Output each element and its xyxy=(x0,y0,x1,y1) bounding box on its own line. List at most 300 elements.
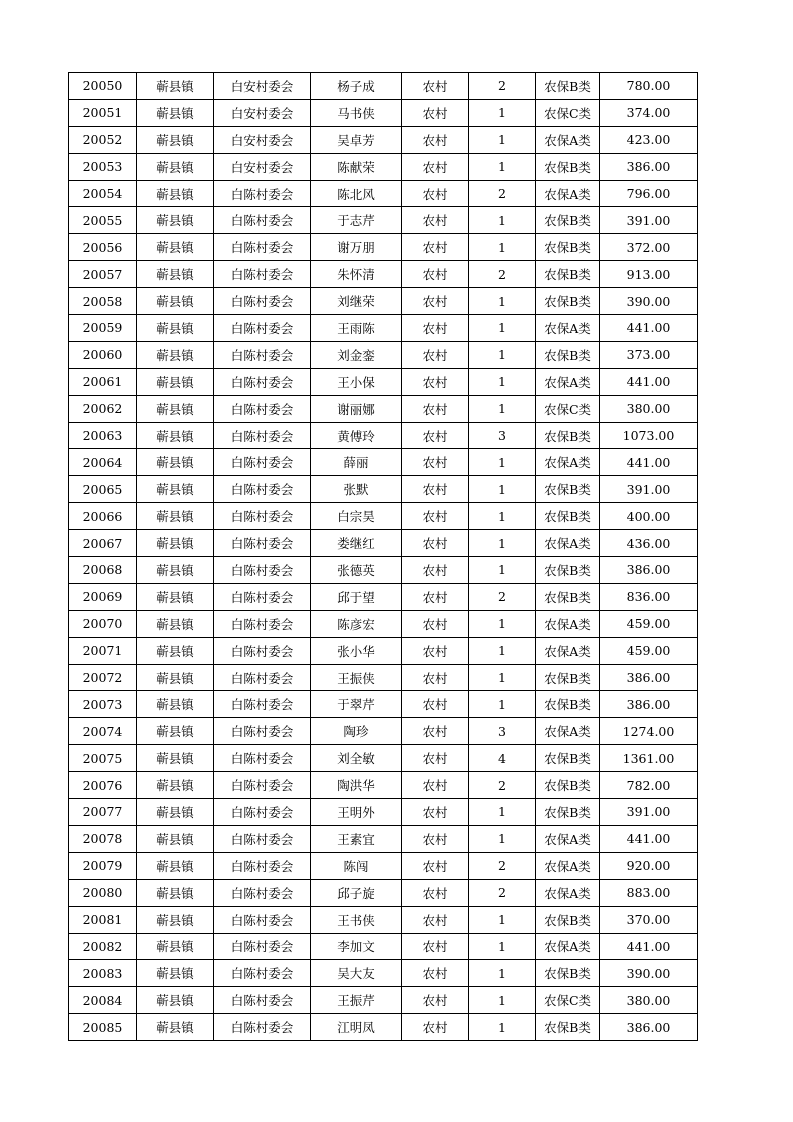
table-row xyxy=(69,395,698,422)
cell-insurance-category: 农保B类 xyxy=(536,799,600,826)
cell-row-id: 20073 xyxy=(69,691,137,718)
cell-member-count: 4 xyxy=(469,745,536,772)
cell-village-committee: 白陈村委会 xyxy=(214,637,311,664)
cell-person-name: 邱子旋 xyxy=(311,879,402,906)
cell-member-count: 1 xyxy=(469,288,536,315)
cell-town: 蕲县镇 xyxy=(137,288,214,315)
cell-amount: 782.00 xyxy=(600,772,698,799)
cell-household-type: 农村 xyxy=(402,610,469,637)
cell-town: 蕲县镇 xyxy=(137,234,214,261)
cell-town: 蕲县镇 xyxy=(137,368,214,395)
table-row xyxy=(69,261,698,288)
cell-amount: 920.00 xyxy=(600,852,698,879)
cell-household-type: 农村 xyxy=(402,557,469,584)
cell-row-id: 20058 xyxy=(69,288,137,315)
cell-village-committee: 白陈村委会 xyxy=(214,691,311,718)
cell-town: 蕲县镇 xyxy=(137,691,214,718)
cell-insurance-category: 农保B类 xyxy=(536,422,600,449)
cell-village-committee: 白陈村委会 xyxy=(214,852,311,879)
cell-amount: 1073.00 xyxy=(600,422,698,449)
cell-town: 蕲县镇 xyxy=(137,664,214,691)
cell-household-type: 农村 xyxy=(402,1014,469,1041)
cell-village-committee: 白陈村委会 xyxy=(214,718,311,745)
cell-village-committee: 白陈村委会 xyxy=(214,879,311,906)
cell-person-name: 朱怀清 xyxy=(311,261,402,288)
cell-village-committee: 白安村委会 xyxy=(214,126,311,153)
cell-town: 蕲县镇 xyxy=(137,852,214,879)
cell-insurance-category: 农保B类 xyxy=(536,207,600,234)
cell-person-name: 张默 xyxy=(311,476,402,503)
cell-member-count: 2 xyxy=(469,261,536,288)
cell-amount: 391.00 xyxy=(600,207,698,234)
cell-village-committee: 白陈村委会 xyxy=(214,664,311,691)
cell-household-type: 农村 xyxy=(402,799,469,826)
cell-person-name: 陶洪华 xyxy=(311,772,402,799)
cell-member-count: 1 xyxy=(469,960,536,987)
cell-village-committee: 白陈村委会 xyxy=(214,449,311,476)
cell-household-type: 农村 xyxy=(402,449,469,476)
cell-row-id: 20053 xyxy=(69,153,137,180)
cell-village-committee: 白安村委会 xyxy=(214,99,311,126)
cell-insurance-category: 农保A类 xyxy=(536,126,600,153)
cell-town: 蕲县镇 xyxy=(137,341,214,368)
cell-person-name: 白宗昊 xyxy=(311,503,402,530)
cell-amount: 386.00 xyxy=(600,153,698,180)
cell-member-count: 1 xyxy=(469,99,536,126)
cell-person-name: 王振侠 xyxy=(311,664,402,691)
cell-person-name: 吴大友 xyxy=(311,960,402,987)
cell-member-count: 1 xyxy=(469,664,536,691)
cell-member-count: 1 xyxy=(469,610,536,637)
cell-amount: 380.00 xyxy=(600,395,698,422)
cell-insurance-category: 农保A类 xyxy=(536,718,600,745)
cell-person-name: 邱于望 xyxy=(311,583,402,610)
cell-town: 蕲县镇 xyxy=(137,557,214,584)
cell-member-count: 1 xyxy=(469,799,536,826)
cell-person-name: 娄继红 xyxy=(311,530,402,557)
cell-insurance-category: 农保B类 xyxy=(536,261,600,288)
cell-person-name: 王雨陈 xyxy=(311,315,402,342)
cell-village-committee: 白陈村委会 xyxy=(214,288,311,315)
cell-town: 蕲县镇 xyxy=(137,799,214,826)
cell-person-name: 张德英 xyxy=(311,557,402,584)
table-row xyxy=(69,718,698,745)
cell-household-type: 农村 xyxy=(402,637,469,664)
cell-person-name: 李加文 xyxy=(311,933,402,960)
table-row xyxy=(69,557,698,584)
cell-amount: 370.00 xyxy=(600,906,698,933)
cell-town: 蕲县镇 xyxy=(137,933,214,960)
cell-member-count: 1 xyxy=(469,691,536,718)
cell-row-id: 20067 xyxy=(69,530,137,557)
cell-household-type: 农村 xyxy=(402,180,469,207)
cell-insurance-category: 农保A类 xyxy=(536,852,600,879)
cell-household-type: 农村 xyxy=(402,341,469,368)
cell-amount: 386.00 xyxy=(600,664,698,691)
cell-row-id: 20078 xyxy=(69,825,137,852)
cell-amount: 391.00 xyxy=(600,799,698,826)
table-row xyxy=(69,449,698,476)
cell-town: 蕲县镇 xyxy=(137,207,214,234)
cell-insurance-category: 农保B类 xyxy=(536,906,600,933)
cell-row-id: 20062 xyxy=(69,395,137,422)
cell-household-type: 农村 xyxy=(402,745,469,772)
cell-village-committee: 白陈村委会 xyxy=(214,610,311,637)
data-table xyxy=(68,72,698,1041)
cell-row-id: 20060 xyxy=(69,341,137,368)
cell-amount: 441.00 xyxy=(600,933,698,960)
cell-amount: 913.00 xyxy=(600,261,698,288)
cell-person-name: 吴卓芳 xyxy=(311,126,402,153)
cell-town: 蕲县镇 xyxy=(137,126,214,153)
cell-person-name: 刘金銮 xyxy=(311,341,402,368)
cell-member-count: 1 xyxy=(469,153,536,180)
cell-member-count: 1 xyxy=(469,341,536,368)
table-row xyxy=(69,207,698,234)
table-row xyxy=(69,637,698,664)
cell-amount: 441.00 xyxy=(600,368,698,395)
cell-town: 蕲县镇 xyxy=(137,315,214,342)
cell-insurance-category: 农保A类 xyxy=(536,825,600,852)
cell-row-id: 20056 xyxy=(69,234,137,261)
cell-person-name: 谢丽娜 xyxy=(311,395,402,422)
cell-insurance-category: 农保B类 xyxy=(536,691,600,718)
cell-household-type: 农村 xyxy=(402,234,469,261)
cell-village-committee: 白陈村委会 xyxy=(214,341,311,368)
cell-insurance-category: 农保B类 xyxy=(536,153,600,180)
cell-amount: 1361.00 xyxy=(600,745,698,772)
cell-town: 蕲县镇 xyxy=(137,530,214,557)
table-row xyxy=(69,906,698,933)
cell-town: 蕲县镇 xyxy=(137,583,214,610)
cell-household-type: 农村 xyxy=(402,530,469,557)
cell-village-committee: 白陈村委会 xyxy=(214,503,311,530)
cell-row-id: 20079 xyxy=(69,852,137,879)
cell-row-id: 20070 xyxy=(69,610,137,637)
cell-insurance-category: 农保A类 xyxy=(536,933,600,960)
cell-amount: 441.00 xyxy=(600,825,698,852)
table-row xyxy=(69,664,698,691)
cell-household-type: 农村 xyxy=(402,153,469,180)
table-row xyxy=(69,610,698,637)
cell-person-name: 陈献荣 xyxy=(311,153,402,180)
cell-row-id: 20068 xyxy=(69,557,137,584)
cell-town: 蕲县镇 xyxy=(137,825,214,852)
cell-village-committee: 白陈村委会 xyxy=(214,530,311,557)
cell-amount: 441.00 xyxy=(600,449,698,476)
table-row xyxy=(69,852,698,879)
cell-insurance-category: 农保B类 xyxy=(536,557,600,584)
cell-household-type: 农村 xyxy=(402,691,469,718)
cell-household-type: 农村 xyxy=(402,583,469,610)
cell-town: 蕲县镇 xyxy=(137,476,214,503)
cell-household-type: 农村 xyxy=(402,852,469,879)
cell-household-type: 农村 xyxy=(402,987,469,1014)
cell-village-committee: 白陈村委会 xyxy=(214,772,311,799)
cell-person-name: 杨子成 xyxy=(311,73,402,100)
cell-town: 蕲县镇 xyxy=(137,395,214,422)
cell-town: 蕲县镇 xyxy=(137,745,214,772)
cell-row-id: 20065 xyxy=(69,476,137,503)
table-row xyxy=(69,234,698,261)
cell-row-id: 20050 xyxy=(69,73,137,100)
cell-insurance-category: 农保B类 xyxy=(536,664,600,691)
cell-town: 蕲县镇 xyxy=(137,449,214,476)
cell-household-type: 农村 xyxy=(402,73,469,100)
cell-amount: 836.00 xyxy=(600,583,698,610)
table-row xyxy=(69,530,698,557)
cell-insurance-category: 农保B类 xyxy=(536,73,600,100)
cell-person-name: 于翠芹 xyxy=(311,691,402,718)
cell-member-count: 1 xyxy=(469,395,536,422)
table-row xyxy=(69,583,698,610)
cell-town: 蕲县镇 xyxy=(137,718,214,745)
cell-household-type: 农村 xyxy=(402,368,469,395)
cell-insurance-category: 农保B类 xyxy=(536,583,600,610)
cell-household-type: 农村 xyxy=(402,99,469,126)
cell-household-type: 农村 xyxy=(402,422,469,449)
cell-member-count: 1 xyxy=(469,933,536,960)
cell-member-count: 1 xyxy=(469,503,536,530)
table-row xyxy=(69,153,698,180)
cell-row-id: 20052 xyxy=(69,126,137,153)
cell-insurance-category: 农保C类 xyxy=(536,99,600,126)
cell-town: 蕲县镇 xyxy=(137,153,214,180)
cell-person-name: 张小华 xyxy=(311,637,402,664)
cell-town: 蕲县镇 xyxy=(137,1014,214,1041)
cell-village-committee: 白陈村委会 xyxy=(214,825,311,852)
cell-amount: 400.00 xyxy=(600,503,698,530)
cell-row-id: 20069 xyxy=(69,583,137,610)
cell-amount: 386.00 xyxy=(600,691,698,718)
table-row xyxy=(69,987,698,1014)
cell-insurance-category: 农保A类 xyxy=(536,610,600,637)
table-row xyxy=(69,691,698,718)
cell-member-count: 3 xyxy=(469,422,536,449)
cell-amount: 374.00 xyxy=(600,99,698,126)
cell-row-id: 20057 xyxy=(69,261,137,288)
cell-town: 蕲县镇 xyxy=(137,503,214,530)
cell-village-committee: 白陈村委会 xyxy=(214,234,311,261)
cell-village-committee: 白陈村委会 xyxy=(214,315,311,342)
cell-household-type: 农村 xyxy=(402,906,469,933)
cell-member-count: 1 xyxy=(469,825,536,852)
cell-row-id: 20054 xyxy=(69,180,137,207)
cell-amount: 380.00 xyxy=(600,987,698,1014)
cell-amount: 1274.00 xyxy=(600,718,698,745)
cell-row-id: 20083 xyxy=(69,960,137,987)
cell-amount: 459.00 xyxy=(600,610,698,637)
table-row xyxy=(69,503,698,530)
cell-row-id: 20055 xyxy=(69,207,137,234)
cell-town: 蕲县镇 xyxy=(137,422,214,449)
cell-row-id: 20081 xyxy=(69,906,137,933)
cell-amount: 459.00 xyxy=(600,637,698,664)
cell-insurance-category: 农保A类 xyxy=(536,368,600,395)
cell-amount: 441.00 xyxy=(600,315,698,342)
table-row xyxy=(69,73,698,100)
cell-household-type: 农村 xyxy=(402,825,469,852)
table-row xyxy=(69,772,698,799)
table-row xyxy=(69,799,698,826)
cell-insurance-category: 农保A类 xyxy=(536,449,600,476)
cell-village-committee: 白陈村委会 xyxy=(214,422,311,449)
table-row xyxy=(69,476,698,503)
cell-town: 蕲县镇 xyxy=(137,73,214,100)
cell-member-count: 1 xyxy=(469,126,536,153)
cell-town: 蕲县镇 xyxy=(137,772,214,799)
cell-village-committee: 白陈村委会 xyxy=(214,745,311,772)
cell-household-type: 农村 xyxy=(402,960,469,987)
cell-insurance-category: 农保B类 xyxy=(536,745,600,772)
cell-row-id: 20064 xyxy=(69,449,137,476)
cell-amount: 423.00 xyxy=(600,126,698,153)
cell-member-count: 1 xyxy=(469,207,536,234)
cell-village-committee: 白陈村委会 xyxy=(214,1014,311,1041)
cell-row-id: 20080 xyxy=(69,879,137,906)
cell-row-id: 20066 xyxy=(69,503,137,530)
cell-person-name: 马书侠 xyxy=(311,99,402,126)
cell-insurance-category: 农保B类 xyxy=(536,960,600,987)
cell-person-name: 刘全敏 xyxy=(311,745,402,772)
cell-insurance-category: 农保C类 xyxy=(536,987,600,1014)
cell-member-count: 2 xyxy=(469,879,536,906)
cell-insurance-category: 农保A类 xyxy=(536,530,600,557)
cell-town: 蕲县镇 xyxy=(137,180,214,207)
table-row xyxy=(69,825,698,852)
cell-person-name: 黄傅玲 xyxy=(311,422,402,449)
cell-village-committee: 白陈村委会 xyxy=(214,207,311,234)
cell-village-committee: 白陈村委会 xyxy=(214,476,311,503)
cell-amount: 780.00 xyxy=(600,73,698,100)
cell-insurance-category: 农保B类 xyxy=(536,772,600,799)
cell-amount: 883.00 xyxy=(600,879,698,906)
cell-row-id: 20076 xyxy=(69,772,137,799)
cell-household-type: 农村 xyxy=(402,664,469,691)
cell-row-id: 20075 xyxy=(69,745,137,772)
cell-town: 蕲县镇 xyxy=(137,987,214,1014)
cell-town: 蕲县镇 xyxy=(137,99,214,126)
cell-row-id: 20084 xyxy=(69,987,137,1014)
cell-amount: 373.00 xyxy=(600,341,698,368)
table-row xyxy=(69,180,698,207)
cell-member-count: 1 xyxy=(469,315,536,342)
cell-member-count: 1 xyxy=(469,449,536,476)
cell-member-count: 1 xyxy=(469,637,536,664)
cell-insurance-category: 农保B类 xyxy=(536,341,600,368)
cell-member-count: 2 xyxy=(469,852,536,879)
cell-household-type: 农村 xyxy=(402,503,469,530)
cell-town: 蕲县镇 xyxy=(137,879,214,906)
cell-insurance-category: 农保B类 xyxy=(536,288,600,315)
cell-row-id: 20051 xyxy=(69,99,137,126)
cell-amount: 796.00 xyxy=(600,180,698,207)
cell-village-committee: 白陈村委会 xyxy=(214,960,311,987)
table-row xyxy=(69,341,698,368)
cell-row-id: 20061 xyxy=(69,368,137,395)
cell-person-name: 陈闯 xyxy=(311,852,402,879)
cell-person-name: 王振芹 xyxy=(311,987,402,1014)
cell-member-count: 1 xyxy=(469,476,536,503)
cell-member-count: 3 xyxy=(469,718,536,745)
cell-member-count: 1 xyxy=(469,530,536,557)
cell-village-committee: 白陈村委会 xyxy=(214,261,311,288)
cell-member-count: 1 xyxy=(469,906,536,933)
cell-row-id: 20072 xyxy=(69,664,137,691)
cell-member-count: 2 xyxy=(469,73,536,100)
cell-row-id: 20074 xyxy=(69,718,137,745)
cell-person-name: 陶珍 xyxy=(311,718,402,745)
cell-member-count: 2 xyxy=(469,180,536,207)
cell-amount: 372.00 xyxy=(600,234,698,261)
cell-row-id: 20082 xyxy=(69,933,137,960)
cell-insurance-category: 农保B类 xyxy=(536,234,600,261)
cell-town: 蕲县镇 xyxy=(137,960,214,987)
table-body xyxy=(69,73,698,1041)
table-row xyxy=(69,1014,698,1041)
cell-household-type: 农村 xyxy=(402,126,469,153)
cell-member-count: 1 xyxy=(469,557,536,584)
cell-household-type: 农村 xyxy=(402,772,469,799)
table-row xyxy=(69,288,698,315)
cell-member-count: 1 xyxy=(469,987,536,1014)
cell-amount: 390.00 xyxy=(600,960,698,987)
cell-village-committee: 白陈村委会 xyxy=(214,933,311,960)
cell-insurance-category: 农保A类 xyxy=(536,180,600,207)
table-row xyxy=(69,879,698,906)
table-row xyxy=(69,960,698,987)
cell-village-committee: 白陈村委会 xyxy=(214,799,311,826)
cell-village-committee: 白安村委会 xyxy=(214,73,311,100)
cell-village-committee: 白陈村委会 xyxy=(214,368,311,395)
table-row xyxy=(69,422,698,449)
cell-member-count: 2 xyxy=(469,583,536,610)
table-row xyxy=(69,368,698,395)
cell-household-type: 农村 xyxy=(402,718,469,745)
cell-household-type: 农村 xyxy=(402,395,469,422)
cell-household-type: 农村 xyxy=(402,933,469,960)
table-row xyxy=(69,99,698,126)
cell-household-type: 农村 xyxy=(402,288,469,315)
cell-row-id: 20071 xyxy=(69,637,137,664)
cell-household-type: 农村 xyxy=(402,261,469,288)
cell-town: 蕲县镇 xyxy=(137,637,214,664)
cell-amount: 436.00 xyxy=(600,530,698,557)
cell-insurance-category: 农保A类 xyxy=(536,315,600,342)
cell-person-name: 王素宜 xyxy=(311,825,402,852)
cell-row-id: 20059 xyxy=(69,315,137,342)
cell-village-committee: 白陈村委会 xyxy=(214,180,311,207)
cell-insurance-category: 农保A类 xyxy=(536,879,600,906)
cell-insurance-category: 农保B类 xyxy=(536,1014,600,1041)
cell-village-committee: 白陈村委会 xyxy=(214,987,311,1014)
cell-person-name: 谢万朋 xyxy=(311,234,402,261)
table-row xyxy=(69,745,698,772)
cell-person-name: 江明凤 xyxy=(311,1014,402,1041)
cell-household-type: 农村 xyxy=(402,476,469,503)
cell-insurance-category: 农保B类 xyxy=(536,503,600,530)
cell-member-count: 1 xyxy=(469,1014,536,1041)
cell-person-name: 王书侠 xyxy=(311,906,402,933)
cell-village-committee: 白陈村委会 xyxy=(214,395,311,422)
cell-person-name: 刘继荣 xyxy=(311,288,402,315)
cell-amount: 386.00 xyxy=(600,1014,698,1041)
cell-row-id: 20063 xyxy=(69,422,137,449)
cell-insurance-category: 农保A类 xyxy=(536,637,600,664)
cell-member-count: 1 xyxy=(469,368,536,395)
cell-household-type: 农村 xyxy=(402,207,469,234)
cell-person-name: 陈彦宏 xyxy=(311,610,402,637)
